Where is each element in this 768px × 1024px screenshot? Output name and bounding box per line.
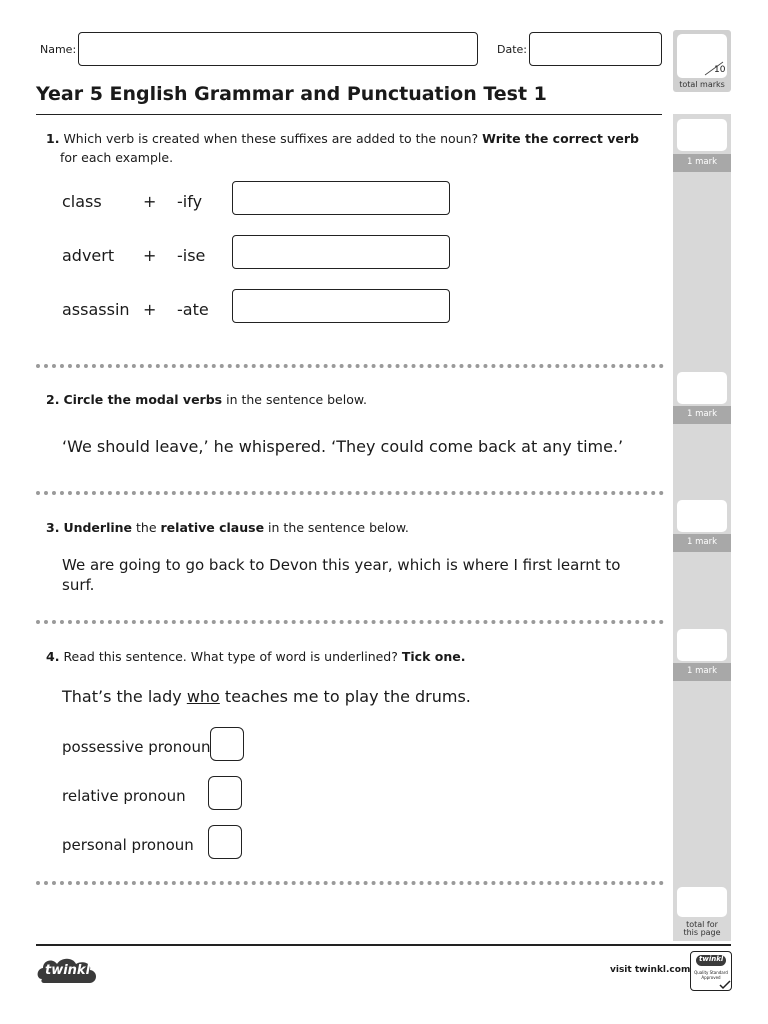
title-rule xyxy=(36,114,662,115)
total-marks-panel xyxy=(673,30,731,92)
q2-text-plain: in the sentence below. xyxy=(226,392,367,407)
total-marks-value: 10 xyxy=(714,65,726,75)
check-icon xyxy=(719,980,731,990)
q3-sentence-line1: We are going to go back to Devon this year, which is where I first learnt to xyxy=(62,556,621,574)
q3-sentence-line2: surf. xyxy=(62,576,95,594)
q2-number: 2. xyxy=(46,392,60,407)
date-field[interactable] xyxy=(529,32,662,66)
q1-row1-plus: + xyxy=(143,192,157,211)
q1-text-plain: Which verb is created when these suffixes are added to the noun? xyxy=(63,131,479,146)
q1-number: 1. xyxy=(46,131,60,146)
q4-option-possessive: possessive pronoun xyxy=(62,738,211,756)
q1-row2-suffix: -ise xyxy=(177,246,206,265)
q1-row1-answer-box[interactable] xyxy=(232,181,450,215)
q3-mark-box[interactable] xyxy=(677,500,727,532)
name-field[interactable] xyxy=(78,32,478,66)
q4-mark-label: 1 mark xyxy=(686,666,717,676)
page-total-label xyxy=(673,921,731,937)
q4-text-plain: Read this sentence. What type of word is underlined? xyxy=(63,649,398,664)
q1-row1-noun: class xyxy=(62,192,102,211)
q4-tickbox-relative[interactable] xyxy=(208,776,242,810)
twinkl-logo-text: twinkl xyxy=(45,963,91,978)
q4-sentence-after: teaches me to play the drums. xyxy=(219,687,471,706)
q2-sentence: ‘We should leave,’ he whispered. ‘They could come back at any time.’ xyxy=(62,437,624,456)
footer-rule xyxy=(36,944,731,946)
quality-badge-sub2: Approved xyxy=(701,975,721,980)
q1-row1-suffix: -ify xyxy=(177,192,203,211)
q1-mark-label: 1 mark xyxy=(686,157,717,167)
name-label: Name: xyxy=(40,43,77,56)
q1-prompt xyxy=(46,129,666,167)
q2-prompt xyxy=(46,390,367,409)
divider-3 xyxy=(36,620,664,624)
q1-row2-noun: advert xyxy=(62,246,115,265)
q1-mark-box[interactable] xyxy=(677,119,727,151)
q4-tickbox-possessive[interactable] xyxy=(210,727,244,761)
divider-4 xyxy=(36,881,664,885)
q4-sentence xyxy=(62,687,471,706)
q1-text-bold: Write the correct verb xyxy=(482,131,639,146)
q4-prompt xyxy=(46,647,465,666)
q4-text-bold: Tick one. xyxy=(401,649,466,664)
quality-badge-sub xyxy=(693,970,729,980)
divider-1 xyxy=(36,364,664,368)
date-label: Date: xyxy=(497,43,527,56)
q1-text-line2: for each example. xyxy=(60,150,174,165)
q2-text-bold: Circle the modal verbs xyxy=(63,392,223,407)
q2-mark-box[interactable] xyxy=(677,372,727,404)
page-total-box[interactable] xyxy=(677,887,727,917)
quality-badge-sub1: Quality Standard xyxy=(694,970,728,975)
total-marks-label: total marks xyxy=(679,80,725,89)
q1-row3-plus: + xyxy=(143,300,157,319)
q4-underlined-word: who xyxy=(186,687,220,706)
q3-bold1: Underline xyxy=(63,520,133,535)
q4-sentence-before: That’s the lady xyxy=(62,687,187,706)
quality-badge xyxy=(690,951,732,991)
visit-link[interactable]: visit twinkl.com xyxy=(610,965,691,975)
q1-row2-plus: + xyxy=(143,246,157,265)
q4-number: 4. xyxy=(46,649,60,664)
q1-row3-noun: assassin xyxy=(62,300,130,319)
divider-2 xyxy=(36,491,664,495)
q1-row3-answer-box[interactable] xyxy=(232,289,450,323)
q4-option-relative: relative pronoun xyxy=(62,787,186,805)
q3-mark-label: 1 mark xyxy=(686,537,717,547)
q4-option-personal: personal pronoun xyxy=(62,836,194,854)
q3-plain1: the xyxy=(136,520,157,535)
q1-row3-suffix: -ate xyxy=(177,300,209,319)
page-title: Year 5 English Grammar and Punctuation Test 1 xyxy=(36,83,547,105)
q3-bold2: relative clause xyxy=(160,520,265,535)
page-total-label-line1: total for xyxy=(686,920,718,929)
page-total-label-line2: this page xyxy=(683,928,721,937)
twinkl-logo[interactable] xyxy=(36,955,98,987)
quality-badge-text: twinkl xyxy=(699,955,724,963)
q3-number: 3. xyxy=(46,520,60,535)
q1-row2-answer-box[interactable] xyxy=(232,235,450,269)
total-marks-box[interactable] xyxy=(677,34,727,78)
q3-plain2: in the sentence below. xyxy=(268,520,409,535)
q4-tickbox-personal[interactable] xyxy=(208,825,242,859)
q4-mark-box[interactable] xyxy=(677,629,727,661)
q2-mark-label: 1 mark xyxy=(686,409,717,419)
q3-prompt xyxy=(46,518,409,537)
q3-sentence xyxy=(62,555,667,595)
